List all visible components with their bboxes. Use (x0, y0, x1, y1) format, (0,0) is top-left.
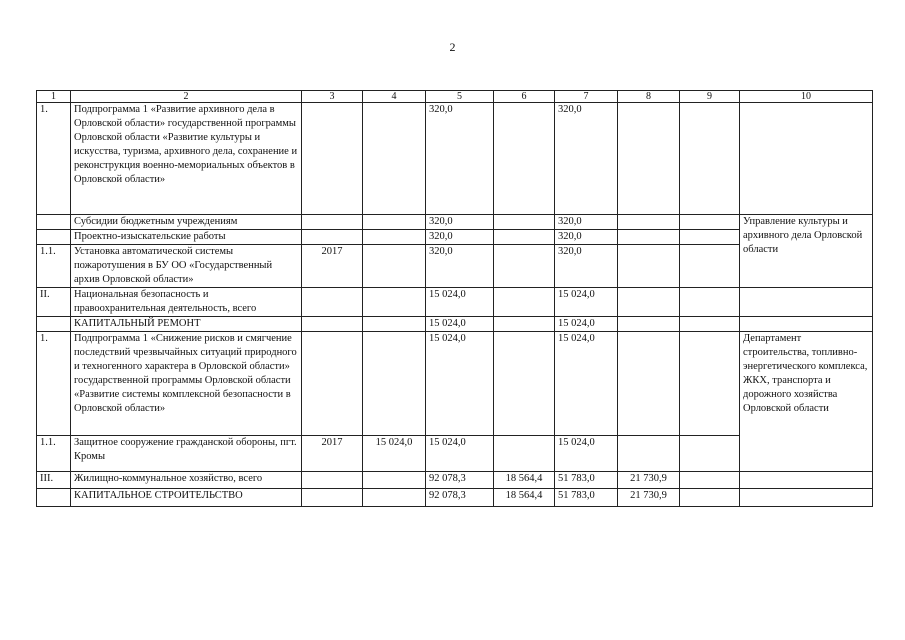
row-description: Субсидии бюджетным учреждениям (71, 215, 302, 230)
row-number: 1. (37, 332, 71, 436)
row-year (302, 230, 363, 245)
row-description: КАПИТАЛЬНЫЙ РЕМОНТ (71, 317, 302, 332)
row-description: Жилищно-коммунальное хозяйство, всего (71, 472, 302, 489)
row-description: Национальная безопасность и правоохранительная деятельность, всего (71, 288, 302, 317)
row-number (37, 215, 71, 230)
row-col8 (618, 245, 680, 288)
row-number: II. (37, 288, 71, 317)
row-col9 (680, 489, 740, 507)
row-col5: 320,0 (426, 103, 494, 215)
budget-table (36, 90, 873, 507)
row-col6 (494, 332, 555, 436)
table-row (37, 215, 873, 230)
header-cell: 2 (71, 91, 302, 103)
row-col7: 51 783,0 (555, 472, 618, 489)
row-description: Подпрограмма 1 «Снижение рисков и смягчение последствий чрезвычайных ситуаций природного и техногенного характера в Орловской области» государственной программы Орловской области «Развитие системы комплексной безопасности в Орловской области» (71, 332, 302, 436)
row-col4 (363, 332, 426, 436)
page-number: 2 (449, 40, 456, 54)
row-col6 (494, 103, 555, 215)
row-col6: 18 564,4 (494, 489, 555, 507)
row-col7: 15 024,0 (555, 436, 618, 472)
row-year: 2017 (302, 436, 363, 472)
table-header-row (37, 91, 873, 103)
row-number: 1.1. (37, 245, 71, 288)
row-col8 (618, 103, 680, 215)
row-col5: 15 024,0 (426, 332, 494, 436)
header-cell: 7 (555, 91, 618, 103)
row-col7: 320,0 (555, 230, 618, 245)
header-cell: 8 (618, 91, 680, 103)
table-row (37, 489, 873, 507)
row-col4 (363, 245, 426, 288)
row-responsible (740, 288, 873, 317)
row-col9 (680, 317, 740, 332)
row-number (37, 317, 71, 332)
row-col9 (680, 103, 740, 215)
row-col8 (618, 215, 680, 230)
row-col5: 320,0 (426, 245, 494, 288)
row-description: Установка автоматической системы пожаротушения в БУ ОО «Государственный архив Орловской области» (71, 245, 302, 288)
row-col7: 320,0 (555, 215, 618, 230)
row-col9 (680, 288, 740, 317)
row-col8 (618, 436, 680, 472)
row-year: 2017 (302, 245, 363, 288)
row-col5: 320,0 (426, 215, 494, 230)
table-row (37, 317, 873, 332)
row-col8: 21 730,9 (618, 489, 680, 507)
header-cell: 3 (302, 91, 363, 103)
responsible-culture: Управление культуры и архивного дела Орловской области (740, 215, 873, 288)
row-col6 (494, 245, 555, 288)
row-year (302, 332, 363, 436)
row-col5: 15 024,0 (426, 436, 494, 472)
header-cell: 10 (740, 91, 873, 103)
row-col9 (680, 245, 740, 288)
row-col9 (680, 332, 740, 436)
row-col7: 15 024,0 (555, 332, 618, 436)
responsible-construction: Департамент строительства, топливно-энергетического комплекса, ЖКХ, транспорта и дорожного хозяйства Орловской области (740, 332, 873, 472)
row-number: III. (37, 472, 71, 489)
row-year (302, 489, 363, 507)
row-year (302, 215, 363, 230)
row-col7: 15 024,0 (555, 288, 618, 317)
row-col5: 15 024,0 (426, 317, 494, 332)
row-col4: 15 024,0 (363, 436, 426, 472)
row-col6 (494, 230, 555, 245)
header-cell: 5 (426, 91, 494, 103)
header-cell: 6 (494, 91, 555, 103)
row-col9 (680, 230, 740, 245)
row-number: 1.1. (37, 436, 71, 472)
table-row (37, 103, 873, 215)
row-col4 (363, 215, 426, 230)
row-col5: 15 024,0 (426, 288, 494, 317)
row-year (302, 472, 363, 489)
table-row (37, 332, 873, 436)
row-col7: 15 024,0 (555, 317, 618, 332)
row-col5: 320,0 (426, 230, 494, 245)
row-year (302, 317, 363, 332)
row-col8 (618, 317, 680, 332)
row-col4 (363, 489, 426, 507)
row-col6: 18 564,4 (494, 472, 555, 489)
row-col6 (494, 317, 555, 332)
row-responsible (740, 489, 873, 507)
row-year (302, 103, 363, 215)
header-cell: 9 (680, 91, 740, 103)
row-col4 (363, 317, 426, 332)
header-cell: 1 (37, 91, 71, 103)
row-col4 (363, 103, 426, 215)
row-col5: 92 078,3 (426, 489, 494, 507)
row-col6 (494, 288, 555, 317)
row-col4 (363, 288, 426, 317)
row-col5: 92 078,3 (426, 472, 494, 489)
row-col9 (680, 436, 740, 472)
row-col7: 320,0 (555, 103, 618, 215)
row-col8 (618, 332, 680, 436)
row-col4 (363, 472, 426, 489)
row-col7: 320,0 (555, 245, 618, 288)
row-number (37, 230, 71, 245)
row-responsible (740, 317, 873, 332)
row-col6 (494, 436, 555, 472)
row-responsible (740, 472, 873, 489)
row-description: Защитное сооружение гражданской обороны, пгт. Кромы (71, 436, 302, 472)
table-row (37, 288, 873, 317)
row-responsible (740, 103, 873, 215)
header-cell: 4 (363, 91, 426, 103)
row-col9 (680, 472, 740, 489)
row-year (302, 288, 363, 317)
row-col9 (680, 215, 740, 230)
row-description: Проектно-изыскательские работы (71, 230, 302, 245)
row-description: Подпрограмма 1 «Развитие архивного дела в Орловской области» государственной программы Орловской области «Развитие культуры и искусства, туризма, архивного дела, сохранение и реконструкция военно-мемориальных объектов в Орловской области» (71, 103, 302, 215)
row-col6 (494, 215, 555, 230)
row-col8: 21 730,9 (618, 472, 680, 489)
row-col8 (618, 288, 680, 317)
row-col8 (618, 230, 680, 245)
row-col4 (363, 230, 426, 245)
row-number: 1. (37, 103, 71, 215)
table-row (37, 472, 873, 489)
row-description: КАПИТАЛЬНОЕ СТРОИТЕЛЬСТВО (71, 489, 302, 507)
row-number (37, 489, 71, 507)
row-col7: 51 783,0 (555, 489, 618, 507)
